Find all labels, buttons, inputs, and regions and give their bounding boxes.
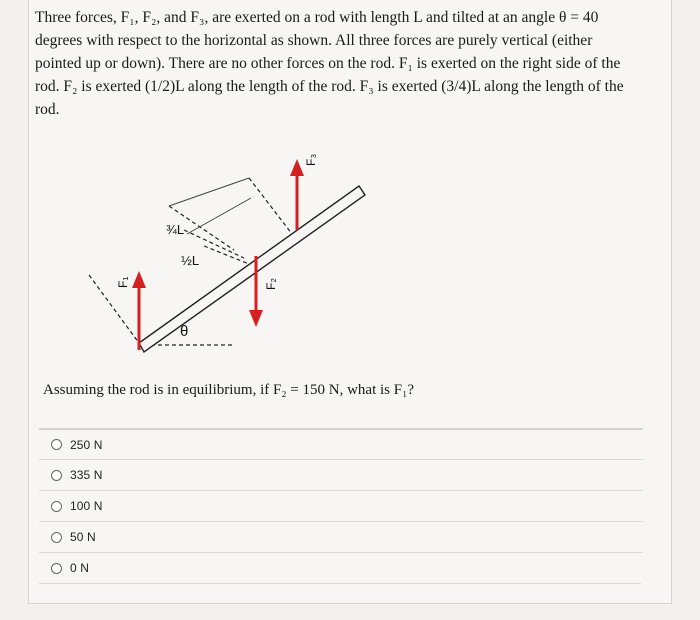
option-label: 250 N: [70, 437, 103, 452]
answer-options: [29, 428, 673, 583]
radio-button[interactable]: [51, 470, 62, 481]
diagram-svg: [69, 138, 399, 358]
question-text: Three forces, F₁, F₂, and F₃, are exerted on a rod with length L and tilted at an angle θ = 40 degrees with respect to the horizontal as shown. All three forces are purely vertical (either pointed up or down). There are no other forces on the rod. F₁ is exerted on the right side of the rod. F₂ is exerted (1/2)L along the length of the rod. F₃ is exerted (3/4)L along the length of the rod.: [35, 9, 624, 118]
sub-question: Assuming the rod is in equilibrium, if F₂ = 150 N, what is F₁?: [43, 382, 414, 398]
three-quarter-label: ¾L: [166, 222, 185, 237]
option-label: 100 N: [70, 499, 103, 513]
force-diagram: [69, 138, 399, 363]
half-dimension-line: [187, 198, 251, 234]
f3-label: F₃: [304, 153, 318, 166]
f1-arrow-head: [132, 271, 146, 288]
radio-button[interactable]: [51, 439, 62, 450]
option-0n[interactable]: [39, 552, 643, 583]
three-quarter-dimension-line: [169, 178, 249, 206]
option-label: 0 N: [70, 561, 89, 575]
radio-button[interactable]: [51, 532, 62, 543]
f1-label: F₁: [116, 276, 130, 288]
option-label: 50 N: [70, 530, 96, 544]
half-label: ½L: [181, 253, 200, 268]
option-50n[interactable]: [39, 521, 643, 552]
f2-label: F₂: [264, 278, 278, 290]
radio-button[interactable]: [51, 501, 62, 512]
options-divider: [39, 583, 641, 584]
theta-label: θ: [180, 323, 189, 340]
option-335n[interactable]: [39, 459, 643, 490]
question-card: [28, 0, 672, 604]
radio-button[interactable]: [51, 563, 62, 574]
option-label: 335 N: [70, 468, 103, 482]
rod: [139, 186, 365, 352]
option-100n[interactable]: [39, 490, 643, 521]
dash-line-three-quarter-end: [249, 178, 299, 243]
f3-arrow-head: [290, 159, 304, 176]
option-250n[interactable]: [39, 428, 643, 459]
dash-line-left-end: [89, 275, 139, 343]
f2-arrow-head: [249, 310, 263, 327]
